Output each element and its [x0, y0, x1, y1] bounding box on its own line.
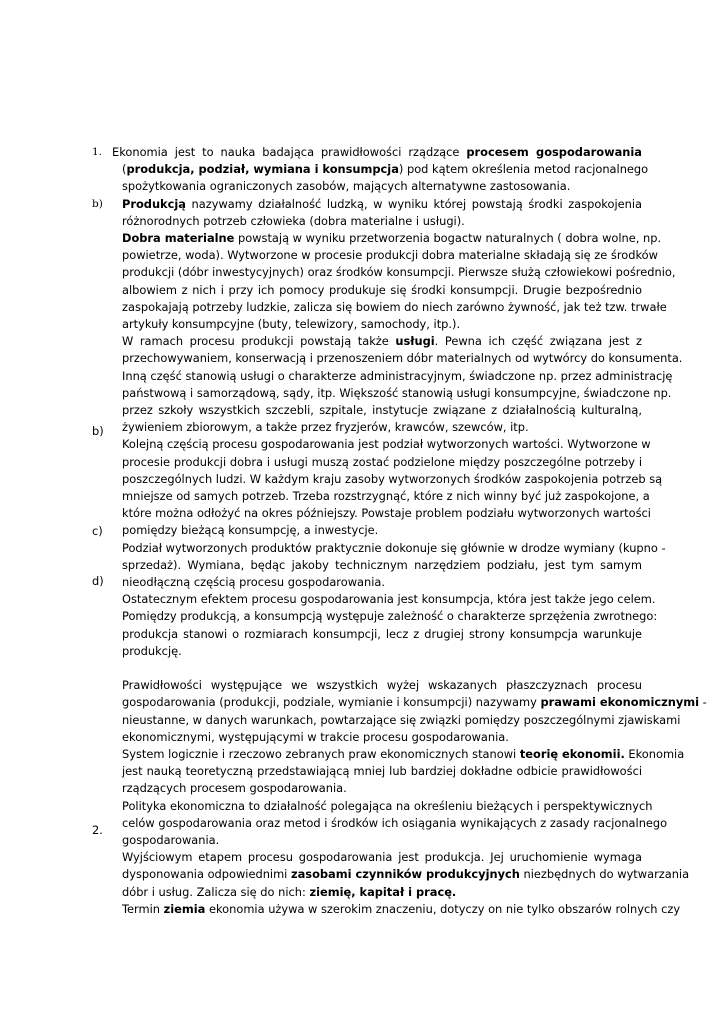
paragraph-line: [122, 471, 663, 489]
text-run: artykuły konsumpcyjne (buty, telewizory, samochody, itp.).: [122, 317, 461, 331]
paragraph-line: [122, 591, 656, 609]
text-run: Prawidłowości występujące we wszystkich wyżej wskazanych płaszczyznach procesu: [122, 678, 642, 692]
text-run: procesie produkcji dobra i usługi muszą zostać podzielone między poszczególne potrzeby i: [122, 455, 642, 469]
text-run: ekonomicznymi, występującymi w trakcie procesu gospodarowania.: [122, 730, 509, 744]
text-run: które można odłożyć na okres późniejszy. Powstaje problem podziału wytworzonych wartości: [122, 506, 651, 520]
paragraph-line: [122, 488, 650, 506]
text-run: celów gospodarowania oraz metod i środków ich osiągania wynikających z zasady racjonalnego: [122, 816, 668, 830]
text-run: produkcję.: [122, 644, 182, 658]
paragraph-line: [122, 333, 642, 351]
text-run: sprzedaż). Wymiana, będąc jakoby technicznym narzędziem podziału, jest tym samym: [122, 558, 642, 572]
paragraph-line: [122, 402, 642, 420]
text-run: Pomiędzy produkcją, a konsumpcją występuje zależność o charakterze sprzężenia zwrotnego:: [122, 609, 658, 623]
list-marker-1: 1.: [92, 146, 103, 158]
text-run: . Pewna ich część związana jest z: [434, 334, 643, 348]
paragraph-line: [122, 436, 651, 454]
text-run: albowiem z nich i przy ich pomocy produkuje się środki konsumpcji. Drugie bezpośrednio: [122, 283, 642, 297]
paragraph-line: [122, 866, 690, 884]
text-run: Polityka ekonomiczna to działalność polegająca na określeniu bieżących i perspektywicznych: [122, 799, 653, 813]
text-run: Inną część stanowią usługi o charakterze administracyjnym, świadczone np. przez administrację: [122, 369, 673, 383]
paragraph-line: [122, 780, 642, 798]
text-run: niezbędnych do wytwarzania: [519, 867, 690, 881]
paragraph-line: [122, 161, 649, 179]
paragraph-line: [122, 385, 672, 403]
text-run: Termin: [122, 902, 164, 916]
bold-text-run: produkcja, podział, wymiana i konsumpcja: [126, 162, 399, 176]
list-marker-2: 2.: [92, 823, 103, 837]
paragraph-line: [112, 144, 642, 162]
paragraph-line: [122, 368, 673, 386]
text-run: pomiędzy bieżącą konsumpcję, a inwestycje.: [122, 523, 379, 537]
paragraph-line: [122, 694, 707, 712]
paragraph-line: [122, 540, 666, 558]
text-run: Podział wytworzonych produktów praktycznie dokonuje się głównie w drodze wymiany (kupno -: [122, 541, 666, 555]
text-run: żywieniem zbiorowym, a także przez fryzjerów, krawców, szewców, itp.: [122, 420, 529, 434]
paragraph-line: [122, 884, 642, 902]
text-run: ekonomia używa w szerokim znaczeniu, dotyczy on nie tylko obszarów rolnych czy: [205, 902, 681, 916]
paragraph-line: [122, 626, 642, 644]
paragraph-line: [122, 264, 676, 282]
text-run: dysponowania odpowiednimi: [122, 867, 291, 881]
paragraph-line: [122, 247, 658, 265]
paragraph-line: [122, 316, 642, 334]
paragraph-line: [122, 712, 681, 730]
bold-text-run: Produkcją: [122, 197, 186, 211]
text-run: jest nauką teoretyczną przedstawiającą mniej lub bardziej dokładne odbicie prawidłowości: [122, 764, 642, 778]
text-run: rządzących procesem gospodarowania.: [122, 781, 347, 795]
text-run: zaspokajają potrzeby ludzkie, zalicza się bowiem do niech zarówno żywność, jak też tzw. trwałe: [122, 300, 667, 314]
paragraph-line: [122, 643, 642, 661]
text-run: państwową i samorządową, sądy, itp. Większość stanowią usługi konsumpcyjne, świadczone np.: [122, 386, 672, 400]
text-run: gospodarowania (produkcji, podziale, wymianie i konsumpcji) nazywamy: [122, 695, 541, 709]
text-run: produkcja stanowi o rozmiarach konsumpcji, lecz z drugiej strony konsumpcja warunkuje: [122, 627, 642, 641]
text-run: Kolejną częścią procesu gospodarowania jest podział wytworzonych wartości. Wytworzone w: [122, 437, 651, 451]
text-run: dóbr i usług. Zalicza się do nich:: [122, 885, 310, 899]
paragraph-line: [122, 608, 658, 626]
text-run: ) pod kątem określenia metod racjonalnego: [398, 162, 649, 176]
text-run: różnorodnych potrzeb człowieka (dobra materialne i usługi).: [122, 214, 465, 228]
paragraph-line: [122, 798, 653, 816]
list-marker-b: b): [92, 198, 103, 210]
paragraph-line: [122, 557, 642, 575]
bold-text-run: ziemię, kapitał i pracę.: [309, 885, 457, 899]
text-run: przez szkoły wszystkich szczebli, szpitale, instytucje związane z działalnością kulturalną,: [122, 403, 642, 417]
paragraph-line: [122, 299, 667, 317]
text-run: Ostatecznym efektem procesu gospodarowania jest konsumpcja, która jest także jego celem.: [122, 592, 656, 606]
paragraph-line: [122, 213, 642, 231]
list-marker-b2: b): [92, 424, 104, 438]
text-run: Ekonomia: [624, 747, 685, 761]
text-run: poszczególnych ludzi. W każdym kraju zasoby wytworzonych środków zaspokojenia potrzeb są: [122, 472, 663, 486]
bold-text-run: zasobami czynników produkcyjnych: [290, 867, 520, 881]
text-run: (: [122, 162, 127, 176]
paragraph-line: [122, 763, 642, 781]
bold-text-run: procesem gospodarowania: [466, 145, 642, 159]
text-run: nieustanne, w danych warunkach, powtarzające się związki pomiędzy poszczególnymi zjawiskami: [122, 713, 681, 727]
paragraph-line: [122, 849, 642, 867]
text-run: powietrze, woda). Wytworzone w procesie produkcji dobra materialne składają się ze środków: [122, 248, 658, 262]
bold-text-run: prawami ekonomicznymi: [540, 695, 700, 709]
text-run: -: [699, 695, 707, 709]
text-run: produkcji (dóbr inwestycyjnych) oraz środków konsumpcji. Pierwsze służą człowiekowi pośrednio,: [122, 265, 676, 279]
text-run: W ramach procesu produkcji powstają także: [122, 334, 396, 348]
paragraph-line: [122, 815, 668, 833]
bold-text-run: teorię ekonomii.: [519, 747, 625, 761]
text-run: nazywamy działalność ludzką, w wyniku której powstają środki zaspokojenia: [185, 197, 642, 211]
text-run: nieodłączną częścią procesu gospodarowania.: [122, 575, 385, 589]
paragraph-line: [122, 454, 642, 472]
list-marker-d: d): [92, 574, 104, 588]
paragraph-line: [122, 677, 642, 695]
paragraph-line: [122, 282, 642, 300]
paragraph-line: [122, 196, 642, 214]
paragraph-line: [122, 350, 683, 368]
paragraph-line: [122, 729, 642, 747]
list-marker-c: c): [92, 524, 103, 538]
paragraph-line: [122, 230, 662, 248]
text-run: powstają w wyniku przetworzenia bogactw naturalnych ( dobra wolne, np.: [234, 231, 662, 245]
paragraph-line: [122, 419, 642, 437]
paragraph-line: [122, 522, 642, 540]
text-run: Ekonomia jest to nauka badająca prawidłowości rządzące: [112, 145, 467, 159]
paragraph-line: [122, 901, 681, 919]
paragraph-line: [122, 178, 642, 196]
paragraph-line: [122, 505, 651, 523]
bold-text-run: Dobra materialne: [122, 231, 235, 245]
text-run: gospodarowania.: [122, 833, 220, 847]
paragraph-line: [122, 832, 642, 850]
text-run: spożytkowania ograniczonych zasobów, mających alternatywne zastosowania.: [122, 179, 571, 193]
text-run: Wyjściowym etapem procesu gospodarowania jest produkcja. Jej uruchomienie wymaga: [122, 850, 642, 864]
paragraph-line: [122, 746, 685, 764]
text-run: System logicznie i rzeczowo zebranych praw ekonomicznych stanowi: [122, 747, 520, 761]
bold-text-run: usługi: [395, 334, 435, 348]
paragraph-line: [122, 574, 642, 592]
text-run: mniejsze od samych potrzeb. Trzeba rozstrzygnąć, które z nich winny być już zaspokojone, a: [122, 489, 650, 503]
text-run: przechowywaniem, konserwacją i przenoszeniem dóbr materialnych od wytwórcy do konsumenta.: [122, 351, 683, 365]
bold-text-run: ziemia: [163, 902, 206, 916]
